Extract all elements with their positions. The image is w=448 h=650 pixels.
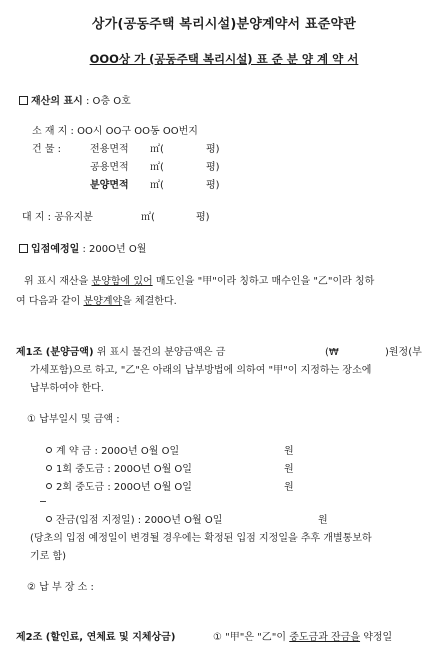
intro-underlined: 분양계약 — [83, 296, 123, 307]
movein-heading-value: : 200O년 O월 — [79, 244, 147, 255]
payment-row — [46, 481, 192, 494]
area-label: 전용면적 — [90, 144, 129, 155]
land-line: 대 지 : 공유지분 — [22, 212, 93, 223]
property-heading-label: 재산의 표시 — [31, 96, 83, 107]
circle-bullet-icon — [46, 465, 52, 471]
article1-heading: 제1조 (분양금액) — [16, 347, 94, 358]
location-value: OO시 OO구 OO동 OO번지 — [77, 126, 198, 137]
land-pyeong: 평) — [196, 212, 210, 223]
payment-label: 1회 중도금 : 200O년 O월 O일 — [56, 464, 192, 475]
intro-line-1 — [24, 275, 374, 288]
area-pyeong: 평) — [206, 144, 220, 155]
payment-schedule-label: 납부일시 및 금액 : — [39, 414, 120, 425]
circle-bullet-icon — [46, 447, 52, 453]
article2-line-1 — [16, 631, 175, 644]
intro-underlined: 분양함에 있어 — [91, 276, 153, 287]
area-row — [90, 143, 129, 156]
payment-place — [27, 581, 94, 594]
circle-bullet-icon — [46, 516, 52, 522]
building-label: 건 물 : — [32, 144, 62, 155]
area-label: 공용면적 — [90, 162, 129, 173]
area-row — [90, 179, 129, 192]
article1-line-2: 가세포함)으로 하고, "乙"은 아래의 납부방법에 의하여 "甲"이 지정하는 장소에 — [30, 365, 372, 376]
article2-text-part: 약정일 — [360, 632, 393, 643]
intro-text: 여 다음과 같이 — [16, 296, 84, 307]
area-pyeong: 평) — [206, 180, 220, 191]
area-unit: ㎡( — [150, 162, 164, 173]
intro-text: 매도인을 "甲"이라 칭하고 매수인을 "乙"이라 칭하 — [152, 276, 375, 287]
circled-number-1: ① — [27, 414, 36, 425]
note-line-2: 기로 함) — [30, 551, 67, 562]
article1-line-3: 납부하여야 한다. — [30, 383, 104, 394]
payment-label: 2회 중도금 : 200O년 O월 O일 — [56, 482, 192, 493]
article2-text — [213, 631, 392, 644]
intro-line-2 — [16, 295, 177, 308]
note-line-1: (당초의 입점 예정일이 변경될 경우에는 확정된 입점 지정일을 추후 개별통보하 — [30, 533, 372, 544]
balance-won: 원 — [318, 515, 328, 526]
payment-schedule-heading — [27, 413, 120, 426]
circled-number-2: ② — [27, 582, 36, 593]
contract-title: OOO상 가 (공동주택 복리시설) 표 준 분 양 계 약 서 — [89, 52, 359, 66]
movein-heading-label: 입점예정일 — [31, 244, 80, 255]
dash-icon — [40, 501, 46, 502]
intro-text: 위 표시 재산을 — [24, 276, 92, 287]
payment-won: 원 — [284, 482, 294, 493]
intro-text: 을 체결한다. — [122, 296, 177, 307]
section-property-heading — [19, 95, 131, 108]
article1-won-close: )원정(부 — [385, 347, 422, 358]
document-title: 상가(공동주택 복리시설)분양계약서 표준약관 — [91, 17, 357, 32]
article1-text: 위 표시 물건의 분양금액은 금 — [93, 347, 226, 358]
area-pyeong: 평) — [206, 162, 220, 173]
article2-heading: 제2조 (할인료, 연체료 및 지체상금) — [16, 632, 176, 643]
article1-won-open: (₩ — [325, 347, 339, 358]
location-label: 소 재 지 : — [32, 126, 78, 137]
payment-won: 원 — [284, 464, 294, 475]
square-bullet-icon — [19, 244, 28, 253]
area-unit: ㎡( — [150, 144, 164, 155]
balance-row — [46, 514, 222, 527]
square-bullet-icon — [19, 96, 28, 105]
circled-number-1: ① — [213, 632, 222, 643]
area-label: 분양면적 — [90, 180, 129, 191]
payment-place-label: 납 부 장 소 : — [39, 582, 94, 593]
article1-line-1 — [16, 346, 225, 359]
dash-marker — [40, 496, 46, 509]
article2-underlined: 중도금과 잔금을 — [289, 632, 361, 643]
payment-row — [46, 463, 192, 476]
balance-label: 잔금(입점 지정일) : 200O년 O월 O일 — [56, 515, 223, 526]
area-row — [90, 161, 129, 174]
payment-label: 계 약 금 : 200O년 O월 O일 — [56, 446, 180, 457]
section-movein-heading — [19, 243, 146, 256]
circle-bullet-icon — [46, 483, 52, 489]
land-unit: ㎡( — [141, 212, 155, 223]
location-line — [32, 125, 198, 138]
area-unit: ㎡( — [150, 180, 164, 191]
property-heading-value: : O층 O호 — [82, 96, 131, 107]
payment-row — [46, 445, 179, 458]
payment-won: 원 — [284, 446, 294, 457]
article2-text-part: "甲"은 "乙"이 — [221, 632, 290, 643]
